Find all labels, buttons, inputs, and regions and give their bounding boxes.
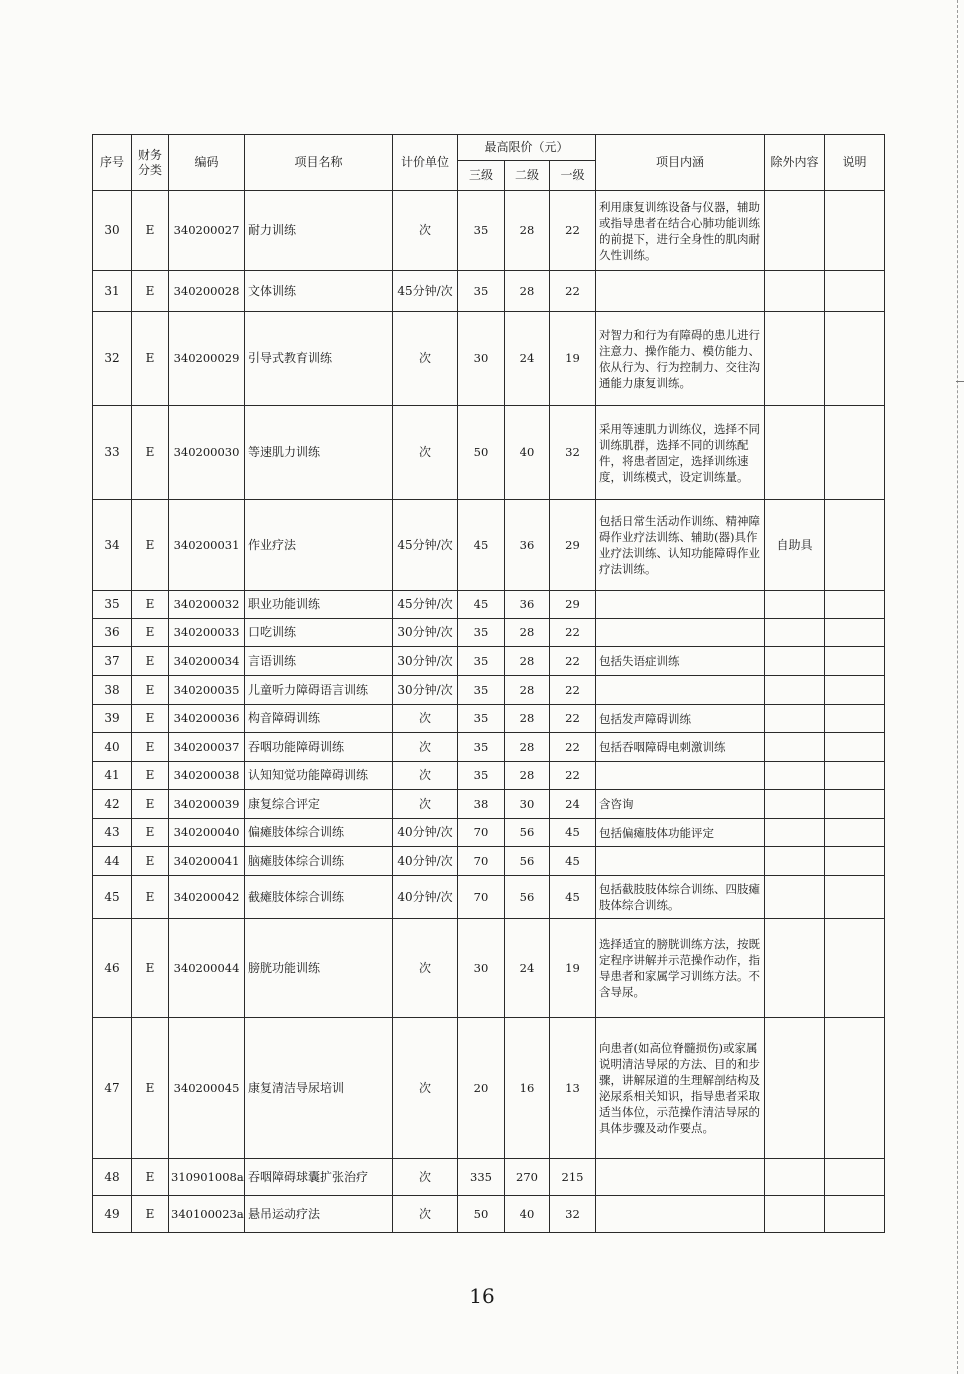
row-item-name: 认知知觉功能障碍训练 (245, 762, 393, 790)
row-content (596, 1159, 765, 1196)
row-price-level1: 29 (550, 500, 596, 591)
row-price-level1: 19 (550, 312, 596, 406)
row-price-level3: 35 (458, 733, 505, 762)
row-item-name: 偏瘫肢体综合训练 (245, 819, 393, 847)
row-notes (825, 591, 885, 619)
row-exclusions (765, 1196, 825, 1233)
row-code: 340200037 (169, 733, 245, 762)
row-price-level2: 28 (505, 191, 550, 271)
row-notes (825, 676, 885, 705)
row-exclusions (765, 647, 825, 676)
row-notes (825, 500, 885, 591)
row-item-name: 截瘫肢体综合训练 (245, 876, 393, 919)
row-finance-class: E (132, 790, 169, 819)
row-seq: 39 (93, 705, 132, 733)
row-finance-class: E (132, 705, 169, 733)
row-finance-class: E (132, 500, 169, 591)
row-exclusions (765, 619, 825, 647)
row-seq: 42 (93, 790, 132, 819)
row-seq: 48 (93, 1159, 132, 1196)
row-code: 340200032 (169, 591, 245, 619)
row-price-level2: 36 (505, 500, 550, 591)
row-seq: 46 (93, 919, 132, 1018)
row-finance-class: E (132, 312, 169, 406)
row-price-level1: 22 (550, 762, 596, 790)
row-notes (825, 619, 885, 647)
row-unit: 次 (393, 762, 458, 790)
row-price-level1: 13 (550, 1018, 596, 1159)
row-finance-class: E (132, 762, 169, 790)
row-finance-class: E (132, 1196, 169, 1233)
row-unit: 次 (393, 1159, 458, 1196)
row-notes (825, 733, 885, 762)
row-unit: 次 (393, 733, 458, 762)
row-notes (825, 876, 885, 919)
row-price-level1: 22 (550, 647, 596, 676)
row-code: 340200030 (169, 406, 245, 500)
row-finance-class: E (132, 1018, 169, 1159)
table-row (93, 647, 885, 676)
row-price-level3: 70 (458, 847, 505, 876)
row-notes (825, 191, 885, 271)
row-exclusions (765, 847, 825, 876)
header-finance-class: 财务分类 (132, 135, 169, 191)
row-seq: 35 (93, 591, 132, 619)
row-exclusions (765, 762, 825, 790)
row-exclusions (765, 676, 825, 705)
page-number: 16 (469, 1284, 495, 1308)
header-exclusions: 除外内容 (765, 135, 825, 191)
row-price-level1: 22 (550, 619, 596, 647)
row-price-level1: 45 (550, 876, 596, 919)
scan-edge-tick (956, 381, 964, 382)
row-price-level1: 22 (550, 676, 596, 705)
row-price-level1: 22 (550, 271, 596, 312)
row-notes (825, 312, 885, 406)
table-row (93, 1196, 885, 1233)
header-notes: 说明 (825, 135, 885, 191)
row-price-level3: 30 (458, 312, 505, 406)
row-unit: 30分钟/次 (393, 619, 458, 647)
row-code: 340200028 (169, 271, 245, 312)
row-unit: 40分钟/次 (393, 876, 458, 919)
row-seq: 41 (93, 762, 132, 790)
row-price-level2: 28 (505, 619, 550, 647)
row-price-level3: 35 (458, 647, 505, 676)
row-item-name: 构音障碍训练 (245, 705, 393, 733)
row-code: 340100023a (169, 1196, 245, 1233)
row-price-level2: 28 (505, 762, 550, 790)
row-price-level2: 56 (505, 876, 550, 919)
row-item-name: 文体训练 (245, 271, 393, 312)
row-item-name: 吞咽障碍球囊扩张治疗 (245, 1159, 393, 1196)
row-unit: 40分钟/次 (393, 819, 458, 847)
row-seq: 36 (93, 619, 132, 647)
row-price-level1: 45 (550, 819, 596, 847)
table-row (93, 919, 885, 1018)
row-seq: 31 (93, 271, 132, 312)
row-notes (825, 647, 885, 676)
row-seq: 47 (93, 1018, 132, 1159)
row-price-level1: 215 (550, 1159, 596, 1196)
row-unit: 45分钟/次 (393, 500, 458, 591)
row-price-level3: 70 (458, 819, 505, 847)
row-code: 340200034 (169, 647, 245, 676)
row-code: 340200035 (169, 676, 245, 705)
row-price-level3: 45 (458, 500, 505, 591)
row-price-level3: 50 (458, 406, 505, 500)
row-notes (825, 919, 885, 1018)
row-price-level2: 16 (505, 1018, 550, 1159)
row-content: 选择适宜的膀胱训练方法，按既定程序讲解并示范操作动作，指导患者和家属学习训练方法。不含导尿。 (596, 919, 765, 1018)
row-price-level3: 50 (458, 1196, 505, 1233)
row-item-name: 等速肌力训练 (245, 406, 393, 500)
row-content: 包括失语症训练 (596, 647, 765, 676)
row-unit: 30分钟/次 (393, 647, 458, 676)
table-row (93, 847, 885, 876)
row-price-level2: 270 (505, 1159, 550, 1196)
row-price-level2: 30 (505, 790, 550, 819)
row-price-level1: 22 (550, 733, 596, 762)
row-price-level2: 36 (505, 591, 550, 619)
row-price-level2: 28 (505, 676, 550, 705)
table-row (93, 819, 885, 847)
row-unit: 45分钟/次 (393, 591, 458, 619)
row-price-level3: 20 (458, 1018, 505, 1159)
table-row (93, 500, 885, 591)
row-item-name: 脑瘫肢体综合训练 (245, 847, 393, 876)
row-exclusions (765, 312, 825, 406)
row-price-level3: 30 (458, 919, 505, 1018)
row-code: 340200040 (169, 819, 245, 847)
row-item-name: 膀胱功能训练 (245, 919, 393, 1018)
row-exclusions (765, 819, 825, 847)
row-code: 340200041 (169, 847, 245, 876)
row-price-level3: 35 (458, 271, 505, 312)
row-exclusions (765, 271, 825, 312)
row-item-name: 悬吊运动疗法 (245, 1196, 393, 1233)
header-level3: 三级 (458, 161, 505, 191)
row-finance-class: E (132, 876, 169, 919)
row-finance-class: E (132, 733, 169, 762)
row-item-name: 言语训练 (245, 647, 393, 676)
row-exclusions (765, 1159, 825, 1196)
row-item-name: 作业疗法 (245, 500, 393, 591)
header-max-price: 最高限价（元） (458, 135, 596, 161)
row-content (596, 591, 765, 619)
row-price-level2: 56 (505, 819, 550, 847)
row-unit: 次 (393, 1196, 458, 1233)
row-unit: 30分钟/次 (393, 676, 458, 705)
row-exclusions (765, 406, 825, 500)
row-unit: 40分钟/次 (393, 847, 458, 876)
header-level1: 一级 (550, 161, 596, 191)
row-price-level2: 24 (505, 919, 550, 1018)
row-price-level1: 32 (550, 1196, 596, 1233)
row-notes (825, 1159, 885, 1196)
row-seq: 49 (93, 1196, 132, 1233)
row-seq: 34 (93, 500, 132, 591)
row-content: 利用康复训练设备与仪器，辅助或指导患者在结合心肺功能训练的前提下，进行全身性的肌肉耐久性训练。 (596, 191, 765, 271)
row-code: 310901008a (169, 1159, 245, 1196)
table-row (93, 733, 885, 762)
row-unit: 次 (393, 1018, 458, 1159)
row-notes (825, 847, 885, 876)
row-finance-class: E (132, 191, 169, 271)
row-exclusions (765, 919, 825, 1018)
row-seq: 45 (93, 876, 132, 919)
row-item-name: 职业功能训练 (245, 591, 393, 619)
row-price-level3: 35 (458, 619, 505, 647)
row-content (596, 619, 765, 647)
row-unit: 次 (393, 312, 458, 406)
row-item-name: 康复清洁导尿培训 (245, 1018, 393, 1159)
row-content: 包括日常生活动作训练、精神障碍作业疗法训练、辅助(器)具作业疗法训练、认知功能障碍作业疗法训练。 (596, 500, 765, 591)
row-code: 340200033 (169, 619, 245, 647)
row-content (596, 762, 765, 790)
row-code: 340200038 (169, 762, 245, 790)
table-row (93, 676, 885, 705)
row-exclusions (765, 790, 825, 819)
row-finance-class: E (132, 619, 169, 647)
row-notes (825, 819, 885, 847)
row-exclusions (765, 591, 825, 619)
row-item-name: 引导式教育训练 (245, 312, 393, 406)
row-item-name: 康复综合评定 (245, 790, 393, 819)
row-price-level1: 19 (550, 919, 596, 1018)
row-finance-class: E (132, 647, 169, 676)
row-price-level2: 56 (505, 847, 550, 876)
row-finance-class: E (132, 847, 169, 876)
row-finance-class: E (132, 819, 169, 847)
row-price-level2: 28 (505, 271, 550, 312)
row-seq: 44 (93, 847, 132, 876)
table-row (93, 271, 885, 312)
row-exclusions: 自助具 (765, 500, 825, 591)
header-code: 编码 (169, 135, 245, 191)
row-exclusions (765, 1018, 825, 1159)
row-content: 包括发声障碍训练 (596, 705, 765, 733)
row-price-level3: 38 (458, 790, 505, 819)
row-content: 包括偏瘫肢体功能评定 (596, 819, 765, 847)
header-content: 项目内涵 (596, 135, 765, 191)
row-price-level2: 28 (505, 647, 550, 676)
row-unit: 次 (393, 790, 458, 819)
row-price-level1: 22 (550, 191, 596, 271)
row-code: 340200039 (169, 790, 245, 819)
row-code: 340200027 (169, 191, 245, 271)
row-price-level2: 40 (505, 406, 550, 500)
header-item-name: 项目名称 (245, 135, 393, 191)
row-item-name: 口吃训练 (245, 619, 393, 647)
table-row (93, 312, 885, 406)
row-unit: 次 (393, 406, 458, 500)
row-content: 向患者(如高位脊髓损伤)或家属说明清洁导尿的方法、目的和步骤，讲解尿道的生理解剖结构及泌尿系相关知识，指导患者采取适当体位，示范操作清洁导尿的具体步骤及动作要点。 (596, 1018, 765, 1159)
row-price-level1: 24 (550, 790, 596, 819)
row-content (596, 1196, 765, 1233)
row-finance-class: E (132, 676, 169, 705)
row-exclusions (765, 705, 825, 733)
row-price-level1: 45 (550, 847, 596, 876)
price-table (92, 134, 885, 1233)
row-code: 340200044 (169, 919, 245, 1018)
table-row (93, 1159, 885, 1196)
row-price-level1: 29 (550, 591, 596, 619)
row-notes (825, 1018, 885, 1159)
header-unit: 计价单位 (393, 135, 458, 191)
row-unit: 45分钟/次 (393, 271, 458, 312)
row-exclusions (765, 876, 825, 919)
row-item-name: 儿童听力障碍语言训练 (245, 676, 393, 705)
row-unit: 次 (393, 191, 458, 271)
row-content: 包括吞咽障碍电刺激训练 (596, 733, 765, 762)
row-item-name: 吞咽功能障碍训练 (245, 733, 393, 762)
table-row (93, 762, 885, 790)
row-exclusions (765, 733, 825, 762)
row-price-level3: 70 (458, 876, 505, 919)
row-content (596, 271, 765, 312)
row-seq: 37 (93, 647, 132, 676)
row-code: 340200036 (169, 705, 245, 733)
row-notes (825, 406, 885, 500)
row-content: 对智力和行为有障碍的患儿进行注意力、操作能力、模仿能力、依从行为、行为控制力、交往沟通能力康复训练。 (596, 312, 765, 406)
row-price-level3: 35 (458, 676, 505, 705)
row-price-level3: 35 (458, 705, 505, 733)
row-unit: 次 (393, 705, 458, 733)
row-seq: 30 (93, 191, 132, 271)
row-finance-class: E (132, 271, 169, 312)
table-row (93, 876, 885, 919)
header-level2: 二级 (505, 161, 550, 191)
row-seq: 38 (93, 676, 132, 705)
table-row (93, 191, 885, 271)
row-seq: 33 (93, 406, 132, 500)
row-content: 采用等速肌力训练仪，选择不同训练肌群，选择不同的训练配件，将患者固定，选择训练速度，训练模式，设定训练量。 (596, 406, 765, 500)
row-notes (825, 705, 885, 733)
row-notes (825, 271, 885, 312)
row-finance-class: E (132, 1159, 169, 1196)
row-content (596, 676, 765, 705)
row-price-level1: 22 (550, 705, 596, 733)
row-content: 包括截肢肢体综合训练、四肢瘫肢体综合训练。 (596, 876, 765, 919)
row-seq: 43 (93, 819, 132, 847)
row-code: 340200031 (169, 500, 245, 591)
row-notes (825, 790, 885, 819)
row-item-name: 耐力训练 (245, 191, 393, 271)
row-price-level3: 35 (458, 191, 505, 271)
table-row (93, 705, 885, 733)
row-finance-class: E (132, 591, 169, 619)
table-row (93, 591, 885, 619)
row-notes (825, 1196, 885, 1233)
row-finance-class: E (132, 406, 169, 500)
row-price-level3: 35 (458, 762, 505, 790)
header-seq: 序号 (93, 135, 132, 191)
row-price-level2: 24 (505, 312, 550, 406)
row-code: 340200042 (169, 876, 245, 919)
table-row (93, 1018, 885, 1159)
row-price-level3: 335 (458, 1159, 505, 1196)
row-price-level2: 28 (505, 733, 550, 762)
row-unit: 次 (393, 919, 458, 1018)
row-notes (825, 762, 885, 790)
row-content: 含咨询 (596, 790, 765, 819)
scan-edge-line (957, 0, 958, 1374)
row-price-level2: 40 (505, 1196, 550, 1233)
row-seq: 40 (93, 733, 132, 762)
row-exclusions (765, 191, 825, 271)
table-row (93, 790, 885, 819)
row-code: 340200045 (169, 1018, 245, 1159)
row-price-level3: 45 (458, 591, 505, 619)
row-code: 340200029 (169, 312, 245, 406)
row-seq: 32 (93, 312, 132, 406)
row-price-level1: 32 (550, 406, 596, 500)
row-finance-class: E (132, 919, 169, 1018)
row-content (596, 847, 765, 876)
table-row (93, 619, 885, 647)
row-price-level2: 28 (505, 705, 550, 733)
table-row (93, 406, 885, 500)
